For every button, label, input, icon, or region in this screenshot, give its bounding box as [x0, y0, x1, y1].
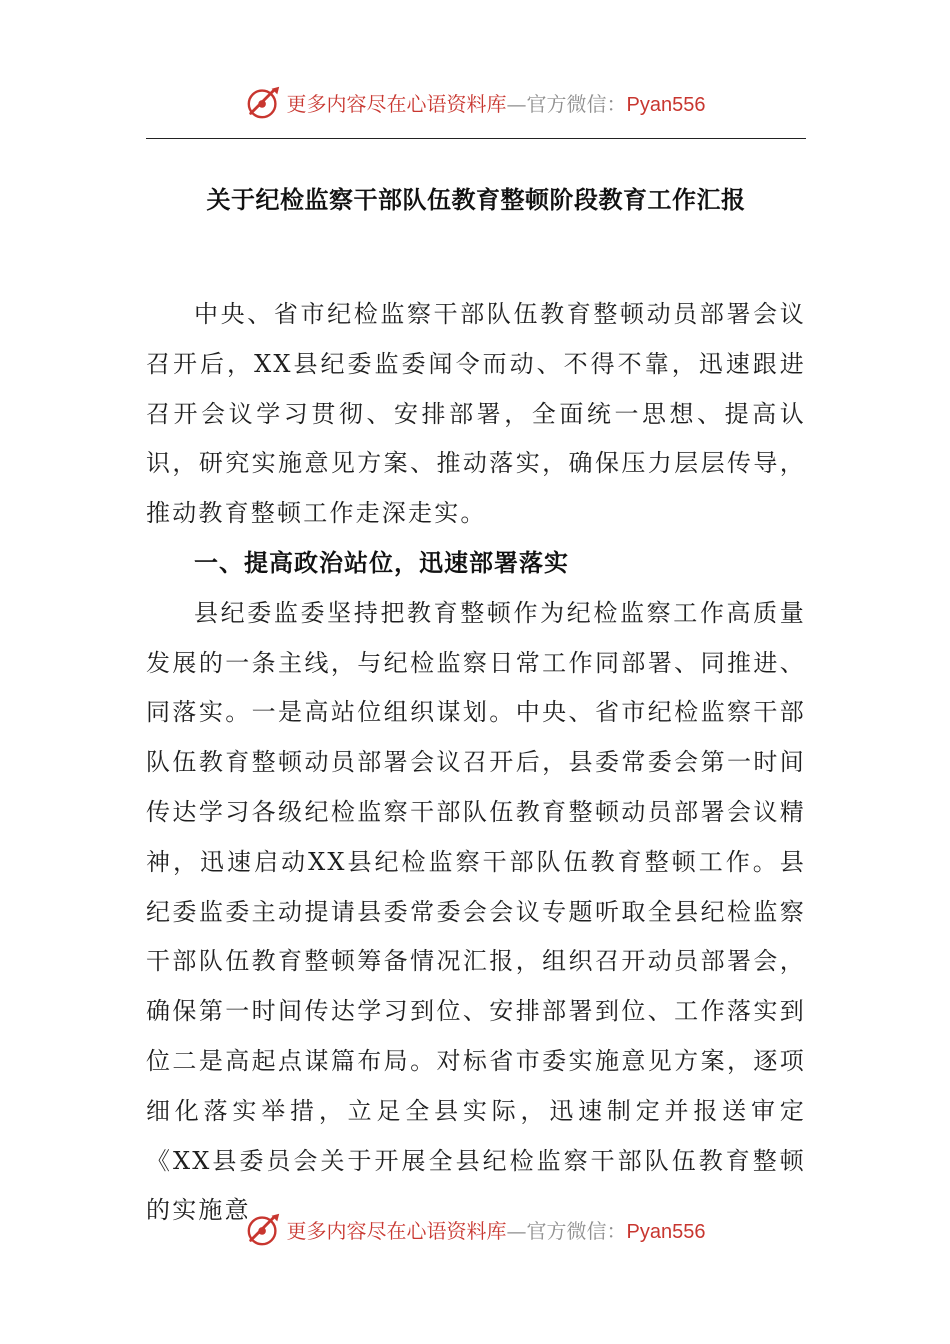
- watermark-wechat-label: 官方微信：: [526, 1218, 627, 1243]
- watermark-text: [287, 88, 706, 117]
- intro-paragraph: 中央、省市纪检监察干部队伍教育整顿动员部署会议召开后，XX县纪委监委闻令而动、不得不靠，迅速跟进召开会议学习贯彻、安排部署，全面统一思想、提高认识，研究实施意见方案、推动落实，确保压力层层传导，推动教育整顿工作走深走实。: [146, 300, 806, 528]
- pen-logo-icon: [245, 83, 283, 121]
- watermark-dash: —: [506, 91, 527, 116]
- document-title: 关于纪检监察干部队伍教育整顿阶段教育工作汇报: [206, 186, 746, 214]
- watermark-dash: —: [506, 1218, 527, 1243]
- watermark-banner-top: [0, 82, 950, 122]
- document-body: [146, 290, 806, 1236]
- watermark-wechat-id: Pyan556: [626, 93, 706, 116]
- watermark-text: [287, 1215, 706, 1244]
- section-paragraph-1: 县纪委监委坚持把教育整顿作为纪检监察工作高质量发展的一条主线，与纪检监察日常工作同部署、同推进、同落实。一是高站位组织谋划。中央、省市纪检监察干部队伍教育整顿动员部署会议召开后，县委常委会第一时间传达学习各级纪检监察干部队伍教育整顿动员部署会议精神，迅速启动XX县纪检监察干部队伍教育整顿工作。县纪委监委主动提请县委常委会会议专题听取全县纪检监察干部队伍教育整顿筹备情况汇报，组织召开动员部署会，确保第一时间传达学习到位、安排部署到位、工作落实到位二是高起点谋篇布局。对标省市委实施意见方案，逐项细化落实举措，立足全县实际，迅速制定并报送审定《XX县委员会关于开展全县纪检监察干部队伍教育整顿的实施意: [146, 598, 806, 1225]
- watermark-wechat-label: 官方微信：: [526, 91, 627, 116]
- section-heading-1: 一、提高政治站位，迅速部署落实: [194, 548, 569, 577]
- header-divider: [146, 138, 806, 139]
- pen-logo-icon: [245, 1210, 283, 1248]
- watermark-slogan: 更多内容尽在心语资料库: [286, 91, 507, 116]
- watermark-slogan: 更多内容尽在心语资料库: [286, 1218, 507, 1243]
- watermark-banner-bottom: [0, 1209, 950, 1249]
- watermark-wechat-id: Pyan556: [626, 1220, 706, 1243]
